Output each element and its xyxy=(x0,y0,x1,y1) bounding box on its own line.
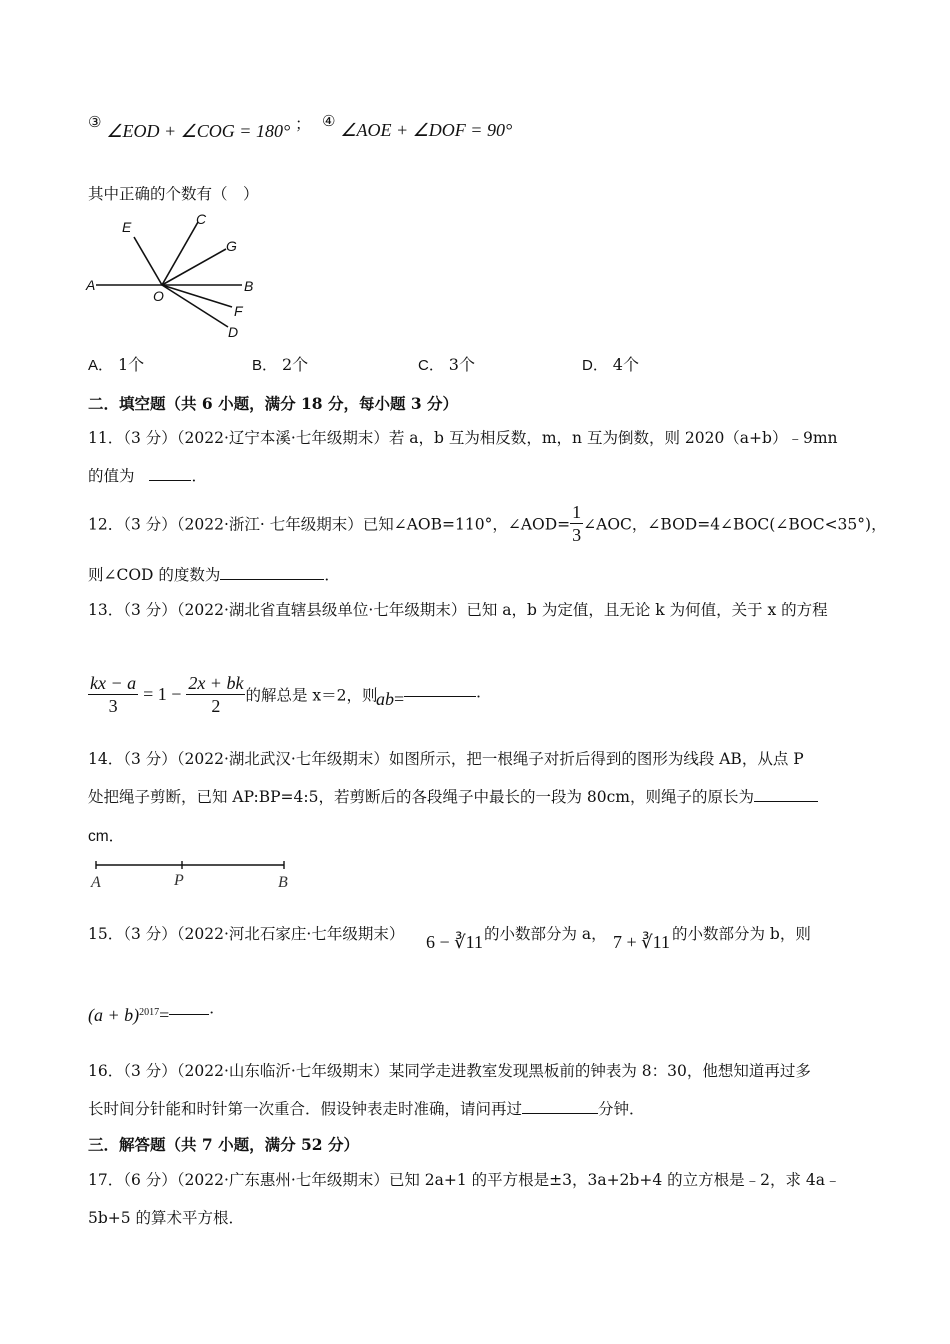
q14-line1: 14．（3 分）（2022·湖北武汉·七年级期末）如图所示，把一根绳子对折后得到的图形为线段 AB，从点 P xyxy=(88,750,804,768)
q16-line1: 16．（3 分）（2022·山东临沂·七年级期末）某同学走进教室发现黑板前的钟表为 8：30，他想知道再过多 xyxy=(88,1062,811,1080)
q13-lhs-fraction xyxy=(88,674,138,715)
option-b[interactable] xyxy=(252,352,308,375)
q16-answer-blank[interactable] xyxy=(522,1099,598,1114)
q11-prefix: 的值为 xyxy=(88,467,135,485)
q15-suffix: 的小数部分为 b，则 xyxy=(672,925,811,943)
q13-rhs-num: 2x + bk xyxy=(188,673,244,693)
q13-lhs-num: kx − a xyxy=(90,673,137,693)
option-c-letter: C． xyxy=(418,357,444,374)
q10-question-tail: 其中正确的个数有（ ） xyxy=(88,185,259,203)
option-d[interactable] xyxy=(582,352,639,375)
label-g: G xyxy=(226,238,237,254)
option-b-letter: B． xyxy=(252,357,278,374)
q12-line2 xyxy=(88,563,340,585)
q12-line2-prefix: 则∠COD 的度数为 xyxy=(88,566,221,584)
q15-answer-blank[interactable] xyxy=(169,1000,209,1015)
section-3-heading: 三．解答题（共 7 小题，满分 52 分） xyxy=(88,1135,359,1154)
q15-exponent: 2017 xyxy=(139,1006,160,1018)
option-c[interactable] xyxy=(418,352,475,375)
section-2-heading: 二．填空题（共 6 小题，满分 18 分，每小题 3 分） xyxy=(88,394,459,413)
q16-line2-suffix: 分钟． xyxy=(598,1100,645,1118)
ray-of xyxy=(162,285,232,307)
label-o: O xyxy=(153,288,164,304)
label-f: F xyxy=(234,303,243,319)
segment-label-p: P xyxy=(174,872,184,889)
option-d-letter: D． xyxy=(582,357,608,374)
option-c-value: 3个 xyxy=(448,355,475,374)
q11-line1: 11．（3 分）（2022·辽宁本溪·七年级期末）若 a，b 互为相反数，m，n 互为倒数，则 2020（a+b）﹣9mn xyxy=(88,429,838,447)
q13-rhs-fraction xyxy=(186,674,245,715)
label-a: A xyxy=(86,277,96,293)
q14-answer-blank[interactable] xyxy=(754,787,818,802)
q14-line2 xyxy=(88,785,818,807)
q15-expr2: 7 + ∛11 xyxy=(613,932,670,952)
q12-fraction xyxy=(570,503,583,544)
angle-figure xyxy=(82,205,272,345)
statement-4-marker: ④ xyxy=(322,112,336,130)
option-a-letter: A． xyxy=(88,357,114,374)
q17-line1: 17．（6 分）（2022·广东惠州·七年级期末）已知 2a+1 的平方根是±3，3a+2b+4 的立方根是﹣2，求 4a﹣ xyxy=(88,1171,841,1189)
label-c: C xyxy=(196,211,207,227)
q13-end: ． xyxy=(476,683,492,701)
q15-line2-expr: (a + b) xyxy=(88,1005,140,1025)
q11-suffix: ． xyxy=(191,467,207,485)
option-a-value: 1个 xyxy=(117,355,145,374)
ray-od xyxy=(162,285,228,327)
segment-label-a: A xyxy=(91,874,101,891)
q12-prefix: 12．（3 分）（2022·浙江· 七年级期末）已知∠AOB=110°，∠AOD= xyxy=(88,515,571,534)
q13-answer xyxy=(376,683,492,710)
q15-line2 xyxy=(88,999,225,1026)
statement-3-expression: ∠EOD + ∠COG = 180° xyxy=(106,121,291,141)
q12-line2-suffix: ． xyxy=(324,566,340,584)
q13-rhs-den: 2 xyxy=(211,696,221,716)
q13-eq: = xyxy=(394,689,405,709)
q12-frac-den: 3 xyxy=(572,525,582,545)
q12-suffix: ∠AOC，∠BOD=4∠BOC(∠BOC<35°)， xyxy=(583,515,887,534)
q15-prefix: 15．（3 分）（2022·河北石家庄·七年级期末） xyxy=(88,925,405,943)
q13-ab: ab xyxy=(376,689,394,709)
option-b-value: 2个 xyxy=(281,355,309,374)
q12-answer-blank[interactable] xyxy=(220,565,324,580)
ray-oe xyxy=(134,237,162,285)
statement-4-expression: ∠AOE + ∠DOF = 90° xyxy=(340,120,513,140)
q11-line2 xyxy=(88,464,207,486)
label-b: B xyxy=(244,278,254,294)
statement-3-marker: ③ xyxy=(88,113,102,131)
segment-label-b: B xyxy=(278,874,288,891)
q14-line3: cm． xyxy=(88,828,125,845)
q13-eq-mid: = 1 − xyxy=(143,684,182,704)
label-d: D xyxy=(228,324,239,340)
q13-line1: 13．（3 分）（2022·湖北省直辖县级单位·七年级期末）已知 a，b 为定值，且无论 k 为何值，关于 x 的方程 xyxy=(88,601,828,619)
q17-line2: 5b+5 的算术平方根． xyxy=(88,1209,245,1227)
statement-3 xyxy=(88,113,311,142)
q13-tail: 的解总是 x＝2，则 xyxy=(245,686,378,705)
q15-mid: 的小数部分为 a， xyxy=(484,925,607,943)
statement-separator: ； xyxy=(295,115,311,133)
q13-equation xyxy=(88,674,377,715)
option-a[interactable] xyxy=(88,352,144,375)
q13-answer-blank[interactable] xyxy=(404,682,476,697)
segment-figure xyxy=(88,856,298,892)
q15-line2-eq: = xyxy=(159,1005,170,1025)
q15-line2-end: ． xyxy=(209,999,225,1017)
statement-4 xyxy=(322,112,513,141)
q13-lhs-den: 3 xyxy=(108,696,118,716)
q14-line2-text: 处把绳子剪断，已知 AP:BP=4:5，若剪断后的各段绳子中最长的一段为 80cm，则绳子的原长为 xyxy=(88,788,755,806)
q12-line1 xyxy=(88,503,887,544)
q16-line2-prefix: 长时间分针能和时针第一次重合．假设钟表走时准确，请问再过 xyxy=(88,1100,523,1118)
label-e: E xyxy=(122,219,132,235)
q16-line2 xyxy=(88,1097,645,1119)
q15-expr1: 6 − ∛11 xyxy=(426,932,483,952)
option-d-value: 4个 xyxy=(612,355,639,374)
q11-answer-blank[interactable] xyxy=(149,466,191,481)
q12-frac-num: 1 xyxy=(572,502,582,522)
